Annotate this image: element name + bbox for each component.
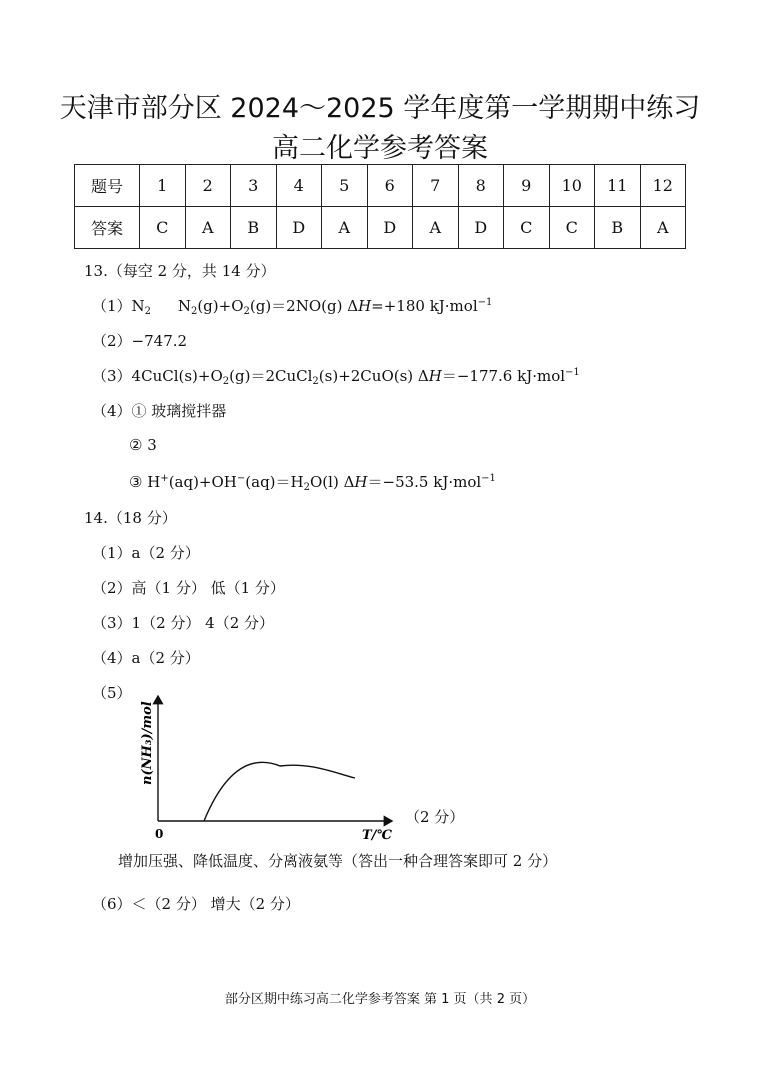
table-cell: 3: [231, 165, 277, 207]
q13-part4-1: （4）① 玻璃搅拌器: [92, 402, 227, 420]
eq-text: =+180 kJ·mol: [371, 297, 478, 315]
table-cell: D: [458, 207, 504, 249]
q14-part5-score: （2 分）: [405, 808, 465, 826]
nh3-curve: [204, 762, 355, 821]
table-cell: B: [231, 207, 277, 249]
table-cell: 10: [549, 165, 595, 207]
table-cell: 2: [185, 165, 231, 207]
eq-text: ＝−177.6 kJ·mol: [441, 367, 566, 385]
q14-part5-label: （5）: [92, 684, 132, 702]
enthalpy-symbol: H: [428, 367, 442, 385]
q14-part2: （2）高（1 分） 低（1 分）: [92, 579, 285, 597]
q14-part6: （6）＜（2 分） 增大（2 分）: [92, 895, 300, 913]
y-axis-label: n(NH₃)/mol: [140, 701, 155, 785]
superscript: +: [160, 473, 169, 484]
q14-part3: （3）1（2 分） 4（2 分）: [92, 614, 275, 632]
superscript: −: [236, 473, 246, 484]
superscript: −1: [565, 367, 580, 378]
table-cell: C: [140, 207, 186, 249]
x-axis-label: T/℃: [362, 828, 392, 843]
eq-text: N: [177, 297, 191, 315]
question-number-row: [75, 165, 686, 207]
eq-text: (aq)＝H: [245, 473, 304, 491]
table-cell: 4: [276, 165, 322, 207]
superscript: −1: [477, 297, 493, 308]
page-footer: 部分区期中练习高二化学参考答案 第 1 页（共 2 页）: [224, 992, 536, 1007]
row-header-answer: 答案: [75, 207, 140, 249]
eq-text: O(l) Δ: [310, 473, 355, 491]
table-cell: 12: [640, 165, 686, 207]
eq-text: ③ H: [129, 473, 161, 491]
q13-part2: （2）−747.2: [92, 332, 188, 350]
enthalpy-symbol: H: [358, 297, 372, 315]
table-cell: B: [595, 207, 641, 249]
table-cell: D: [276, 207, 322, 249]
subscript: 2: [303, 482, 310, 493]
eq-text: ＝−53.5 kJ·mol: [367, 473, 482, 491]
table-cell: A: [413, 207, 459, 249]
subscript: 2: [243, 306, 250, 317]
table-cell: A: [640, 207, 686, 249]
subscript: 2: [312, 376, 319, 387]
table-cell: A: [185, 207, 231, 249]
title-line-1: 天津市部分区 2024～2025 学年度第一学期期中练习: [59, 93, 701, 124]
q13-part1-equation: [178, 297, 493, 315]
enthalpy-symbol: H: [354, 473, 368, 491]
eq-text: (g)+O: [197, 297, 244, 315]
subscript: 2: [144, 306, 152, 317]
table-cell: C: [549, 207, 595, 249]
table-cell: 6: [367, 165, 413, 207]
row-header-number: 题号: [75, 165, 140, 207]
q14-part1: （1）a（2 分）: [92, 544, 200, 562]
superscript: −1: [481, 473, 496, 484]
q13-part1: [92, 295, 492, 317]
eq-text: (g)＝2CuCl: [229, 367, 313, 385]
title-line-2: 高二化学参考答案: [272, 133, 488, 164]
q14-header: 14.（18 分）: [84, 509, 177, 527]
answer-table: [74, 164, 686, 249]
subscript: 2: [190, 306, 198, 317]
table-cell: 7: [413, 165, 459, 207]
q13-part3: [92, 365, 580, 387]
table-cell: 5: [322, 165, 368, 207]
table-cell: 8: [458, 165, 504, 207]
origin-label: 0: [155, 827, 164, 841]
subscript: 2: [222, 376, 230, 387]
eq-text: (s)+2CuO(s) Δ: [318, 367, 429, 385]
eq-text: (g)＝2NO(g) Δ: [249, 297, 359, 315]
q14-part4: （4）a（2 分）: [92, 649, 200, 667]
table-cell: 9: [504, 165, 550, 207]
eq-text: （3）4CuCl(s)+O: [92, 367, 223, 385]
q13-header: 13.（每空 2 分，共 14 分）: [84, 262, 276, 280]
answer-row: [75, 207, 686, 249]
table-cell: C: [504, 207, 550, 249]
eq-text: (aq)+OH: [168, 473, 237, 491]
table-cell: D: [367, 207, 413, 249]
q13-part1-label: （1）N: [92, 297, 145, 315]
q13-part4-3: [129, 471, 496, 493]
q13-part4-2: ② 3: [129, 436, 157, 454]
q14-part5-answer: 增加压强、降低温度、分离液氨等（答出一种合理答案即可 2 分）: [118, 852, 558, 870]
table-cell: 11: [595, 165, 641, 207]
nh3-temperature-graph: [130, 688, 410, 848]
table-cell: A: [322, 207, 368, 249]
table-cell: 1: [140, 165, 186, 207]
